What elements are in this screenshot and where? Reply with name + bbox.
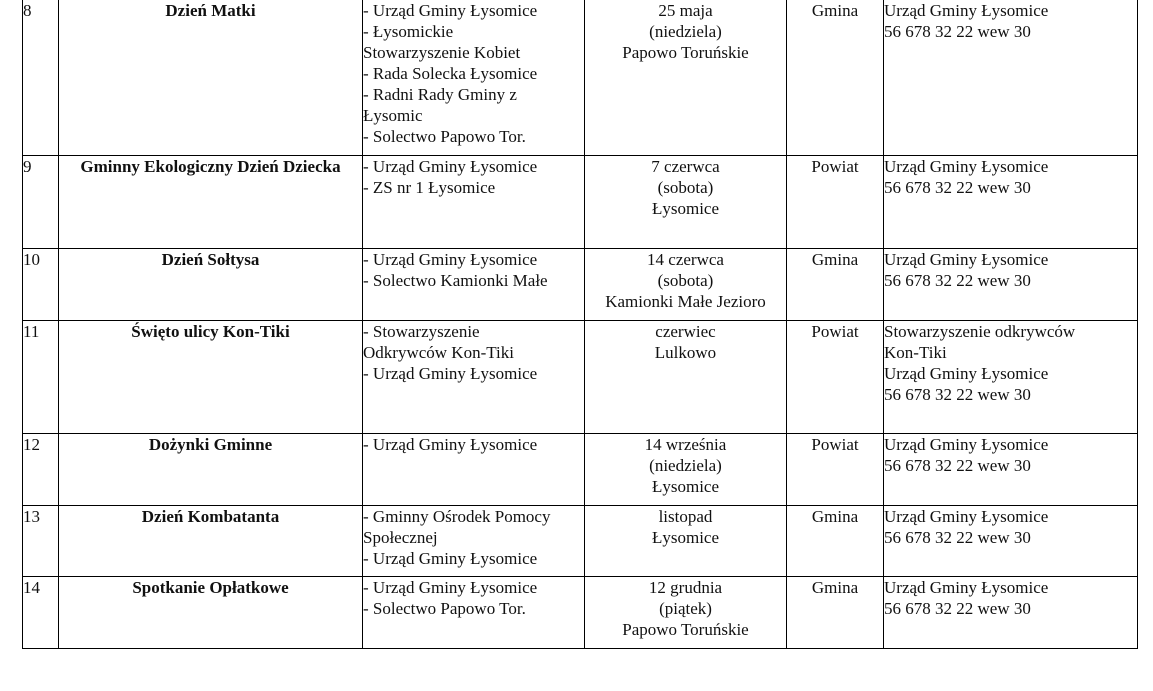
date-line: 14 września [644, 435, 727, 454]
event-organizers [363, 0, 585, 156]
event-organizers [363, 577, 585, 649]
contact-line: 56 678 32 22 wew 30 [884, 178, 1031, 197]
organizer-line: - Łysomickie [363, 22, 454, 41]
event-date-place [585, 321, 787, 434]
contact-line: Urząd Gminy Łysomice [884, 157, 1049, 176]
row-number: 14 [23, 577, 59, 649]
table-row [23, 321, 1138, 434]
event-contact [884, 321, 1138, 434]
event-contact [884, 156, 1138, 249]
organizer-line: - Stowarzyszenie [363, 322, 480, 341]
event-range: Gmina [787, 506, 884, 577]
event-name: Dzień Matki [59, 0, 363, 156]
organizer-line: Społecznej [363, 528, 438, 547]
organizer-line: - Urząd Gminy Łysomice [363, 157, 538, 176]
date-line: Lulkowo [654, 343, 717, 362]
organizer-line: - Rada Solecka Łysomice [363, 64, 538, 83]
date-line: 14 czerwca [647, 250, 724, 269]
table-row [23, 506, 1138, 577]
contact-line: Urząd Gminy Łysomice [884, 364, 1049, 383]
event-range: Gmina [787, 577, 884, 649]
row-number: 11 [23, 321, 59, 434]
organizer-line: - Urząd Gminy Łysomice [363, 364, 538, 383]
event-organizers [363, 249, 585, 321]
contact-line: 56 678 32 22 wew 30 [884, 456, 1031, 475]
row-number: 13 [23, 506, 59, 577]
event-date-place [585, 156, 787, 249]
event-range: Gmina [787, 0, 884, 156]
contact-line: Urząd Gminy Łysomice [884, 435, 1049, 454]
organizer-line: - Urząd Gminy Łysomice [363, 1, 538, 20]
row-number: 10 [23, 249, 59, 321]
event-contact [884, 434, 1138, 506]
date-line: Papowo Toruńskie [622, 43, 749, 62]
date-line: czerwiec [655, 322, 716, 341]
table-row [23, 434, 1138, 506]
event-name: Dzień Kombatanta [59, 506, 363, 577]
event-organizers [363, 506, 585, 577]
event-contact [884, 506, 1138, 577]
organizer-line: - Gminny Ośrodek Pomocy [363, 507, 551, 526]
date-line: Papowo Toruńskie [622, 620, 749, 639]
date-line: (sobota) [657, 271, 714, 290]
date-line: Łysomice [651, 199, 720, 218]
contact-line: Kon-Tiki [884, 343, 947, 362]
date-line: (niedziela) [649, 456, 722, 475]
table-row [23, 249, 1138, 321]
organizer-line: Stowarzyszenie Kobiet [363, 43, 521, 62]
date-line: (piątek) [659, 599, 712, 618]
organizer-line: - Solectwo Papowo Tor. [363, 127, 526, 146]
event-name: Spotkanie Opłatkowe [59, 577, 363, 649]
event-range: Powiat [787, 321, 884, 434]
event-date-place [585, 249, 787, 321]
contact-line: 56 678 32 22 wew 30 [884, 599, 1031, 618]
organizer-line: - Urząd Gminy Łysomice [363, 435, 538, 454]
contact-line: Urząd Gminy Łysomice [884, 507, 1049, 526]
contact-line: 56 678 32 22 wew 30 [884, 385, 1031, 404]
event-date-place [585, 434, 787, 506]
events-table [22, 0, 1138, 649]
date-line: 7 czerwca [651, 157, 720, 176]
date-line: (niedziela) [649, 22, 722, 41]
organizer-line: - Urząd Gminy Łysomice [363, 250, 538, 269]
date-line: 12 grudnia [648, 578, 723, 597]
contact-line: Urząd Gminy Łysomice [884, 250, 1049, 269]
event-name: Dożynki Gminne [59, 434, 363, 506]
event-contact [884, 0, 1138, 156]
contact-line: Urząd Gminy Łysomice [884, 578, 1049, 597]
organizer-line: - Urząd Gminy Łysomice [363, 549, 538, 568]
event-date-place [585, 577, 787, 649]
organizer-line: - Urząd Gminy Łysomice [363, 578, 538, 597]
organizer-line: - Solectwo Kamionki Małe [363, 271, 548, 290]
row-number: 9 [23, 156, 59, 249]
organizer-line: Odkrywców Kon-Tiki [363, 343, 514, 362]
event-organizers [363, 156, 585, 249]
event-date-place [585, 0, 787, 156]
date-line: Łysomice [651, 528, 720, 547]
contact-line: Stowarzyszenie odkrywców [884, 322, 1076, 341]
events-table-body [23, 0, 1138, 649]
table-row [23, 0, 1138, 156]
event-date-place [585, 506, 787, 577]
contact-line: 56 678 32 22 wew 30 [884, 528, 1031, 547]
event-contact [884, 577, 1138, 649]
event-name: Dzień Sołtysa [59, 249, 363, 321]
event-organizers [363, 434, 585, 506]
contact-line: 56 678 32 22 wew 30 [884, 271, 1031, 290]
row-number: 12 [23, 434, 59, 506]
event-range: Gmina [787, 249, 884, 321]
organizer-line: Łysomic [363, 106, 423, 125]
table-row [23, 156, 1138, 249]
date-line: listopad [658, 507, 713, 526]
organizer-line: - ZS nr 1 Łysomice [363, 178, 496, 197]
event-name: Gminny Ekologiczny Dzień Dziecka [59, 156, 363, 249]
event-organizers [363, 321, 585, 434]
event-name: Święto ulicy Kon-Tiki [59, 321, 363, 434]
row-number: 8 [23, 0, 59, 156]
date-line: 25 maja [658, 1, 713, 20]
contact-line: 56 678 32 22 wew 30 [884, 22, 1031, 41]
organizer-line: - Radni Rady Gminy z [363, 85, 517, 104]
event-contact [884, 249, 1138, 321]
contact-line: Urząd Gminy Łysomice [884, 1, 1049, 20]
organizer-line: - Solectwo Papowo Tor. [363, 599, 526, 618]
event-range: Powiat [787, 434, 884, 506]
event-range: Powiat [787, 156, 884, 249]
date-line: Kamionki Małe Jezioro [605, 292, 766, 311]
date-line: (sobota) [657, 178, 714, 197]
date-line: Łysomice [651, 477, 720, 496]
table-row [23, 577, 1138, 649]
